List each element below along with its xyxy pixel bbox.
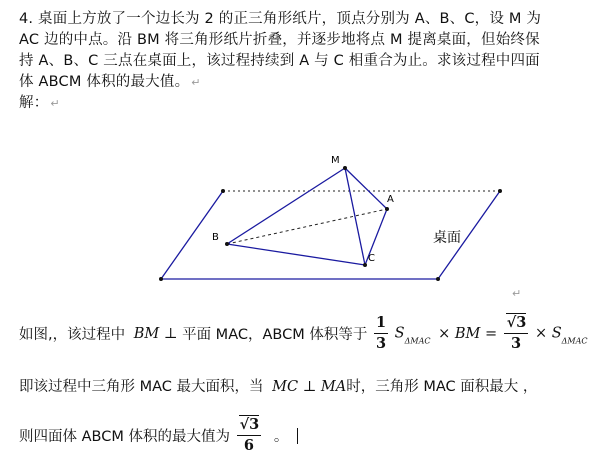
paragraph-mark: ↵ (50, 97, 60, 110)
label-B: B (212, 232, 219, 243)
vertex-B-dot (225, 242, 229, 246)
edge-BA (227, 209, 387, 244)
fraction-sqrt3-over-3: $\frac{√3}{3}$ (504, 313, 529, 354)
problem-line-1: 4. 桌面上方放了一个边长为 2 的正三角形纸片，顶点分别为 A、B、C，设 M 为 (19, 11, 542, 27)
vertex-A-dot (385, 207, 389, 211)
solution-step-2: 即该过程中三角形 MAC 最大面积，当 MC ⊥ MA时，三角形 MAC 面积最大 ， (19, 379, 538, 395)
label-A: A (387, 194, 394, 205)
table-label: 桌面 (433, 230, 461, 246)
edge-MA (345, 168, 387, 209)
label-M: M (331, 155, 340, 166)
edge-MB (227, 168, 345, 244)
edge-MC (345, 168, 365, 265)
paragraph-mark: ↵ (191, 76, 201, 89)
problem-line-3: 持 A、B、C 三点在桌面上，该过程持续到 A 与 C 相重合为止。求该过程中四面 (19, 53, 540, 69)
vertex-M-dot (343, 166, 347, 170)
problem-line-4: 体 ABCM 体积的最大值。 ↵ (19, 74, 201, 90)
text-cursor (297, 428, 299, 444)
table-corner-dot (159, 277, 163, 281)
solution-step-3: 则四面体 ABCM 体积的最大值为 $\frac{√3}{6}$ 。 (19, 415, 298, 456)
edge-BC (227, 244, 365, 265)
table-corner-dot (221, 189, 225, 193)
table-corner-dot (498, 189, 502, 193)
paragraph-mark: ↵ (512, 287, 522, 300)
solution-step-1: 如图,，该过程中 BM ⊥ 平面 MAC，ABCM 体积等于 $\frac{1}{3}$ $S_{\Delta MAC}$ × BM = $\frac{√3}{3}$ × $S_{\Delta MAC}$ (19, 314, 588, 352)
problem-line-2: AC 边的中点。沿 BM 将三角形纸片折叠，并逐步地将点 M 提离桌面，但始终保 (19, 32, 540, 48)
fraction-one-third: $\frac{1}{3}$ (375, 314, 387, 352)
fraction-sqrt3-over-6: $\frac{√3}{6}$ (237, 415, 262, 456)
table-corner-dot (436, 277, 440, 281)
solution-label: 解： ↵ (19, 95, 60, 111)
label-C: C (368, 253, 375, 264)
vertex-C-dot (363, 263, 367, 267)
